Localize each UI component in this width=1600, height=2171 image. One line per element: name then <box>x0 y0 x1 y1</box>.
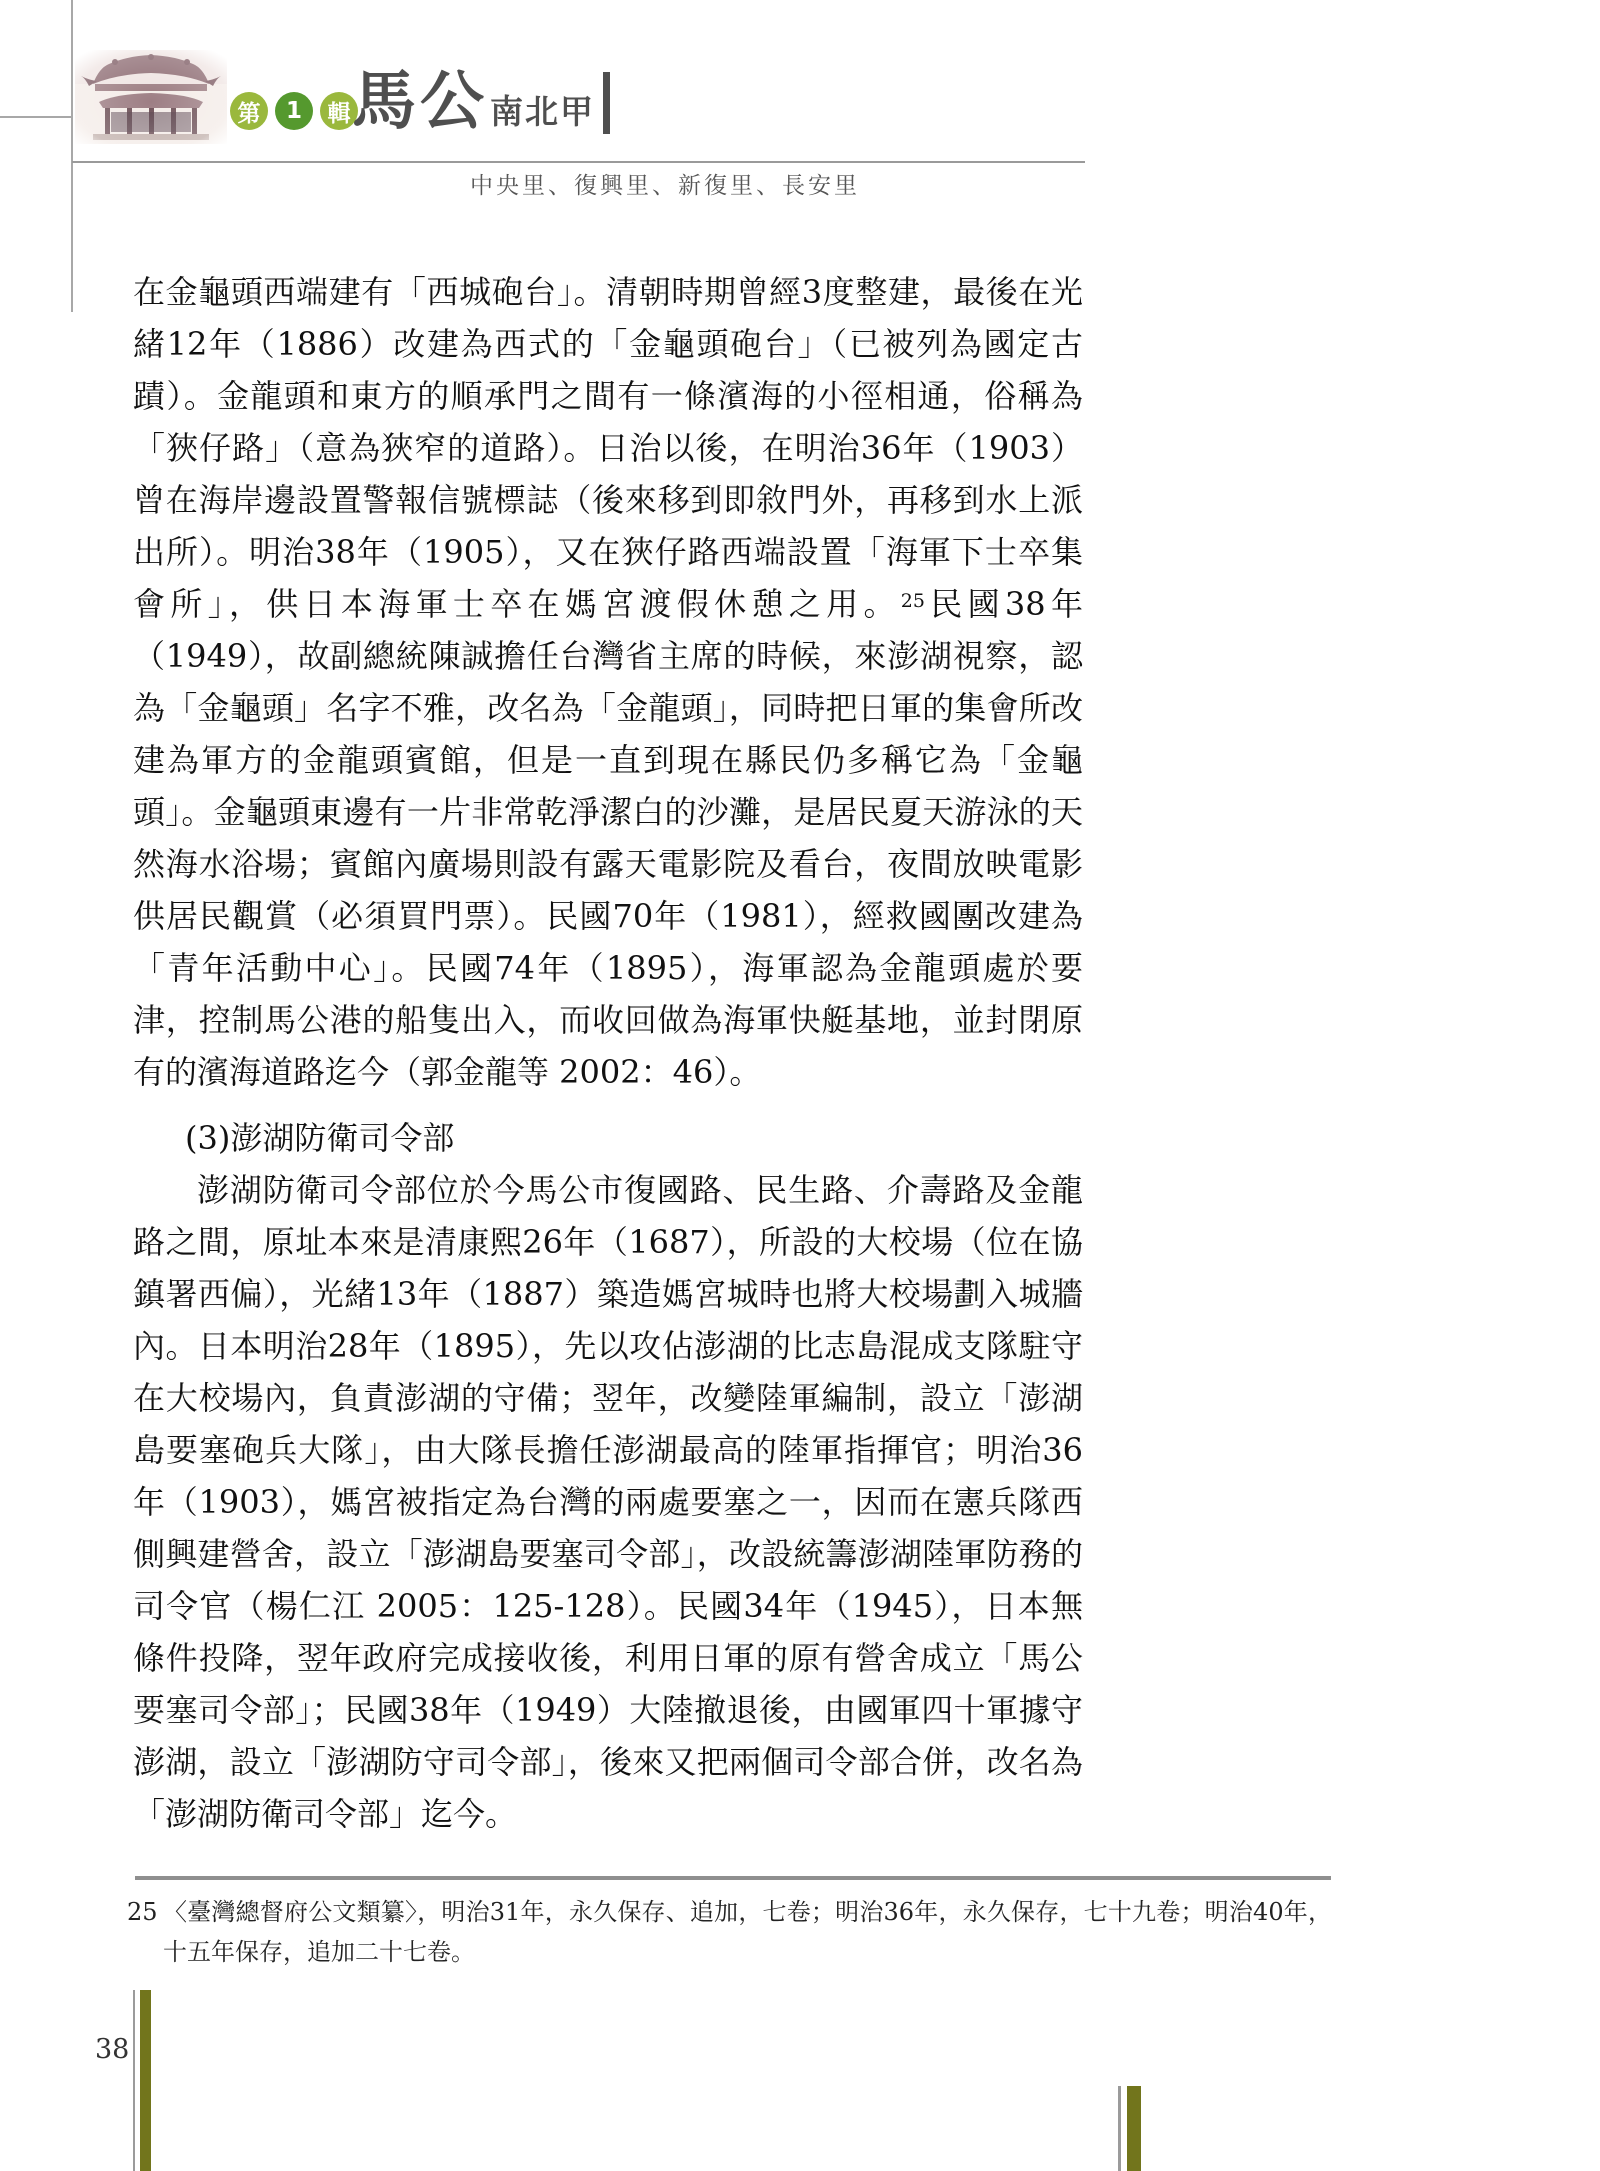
paragraph-1 <box>133 266 1083 1098</box>
chapter-title-sub: 南北甲 <box>490 92 595 131</box>
page-number: 38 <box>95 2034 130 2065</box>
paragraph-2: 澎湖防衛司令部位於今馬公市復國路、民生路、介壽路及金龍路之間，原址本來是清康熙26年（1687），所設的大校場（位在協鎮署西偏），光緒13年（1887）築造媽宮城時也將大校場劃入城牆內。日本明治28年（1895），先以攻佔澎湖的比志島混成支隊駐守在大校場內，負責澎湖的守備；翌年，改變陸軍編制，設立「澎湖島要塞砲兵大隊」，由大隊長擔任澎湖最高的陸軍指揮官；明治36年（1903），媽宮被指定為台灣的兩處要塞之一，因而在憲兵隊西側興建營舍，設立「澎湖島要塞司令部」，改設統籌澎湖陸軍防務的司令官（楊仁江 2005：125-128）。民國34年（1945），日本無條件投降，翌年政府完成接收後，利用日軍的原有營舍成立「馬公要塞司令部」；民國38年（1949）大陸撤退後，由國軍四十軍據守澎湖，設立「澎湖防守司令部」，後來又把兩個司令部合併，改名為「澎湖防衛司令部」迄今。 <box>133 1171 1083 1833</box>
bottom-right-thin-rule <box>1118 2086 1121 2171</box>
bottom-right-olive-bar <box>1127 2086 1141 2171</box>
chapter-title <box>352 64 610 139</box>
chapter-subtitle: 中央里、復興里、新復里、長安里 <box>470 173 860 199</box>
section-heading: (3)澎湖防衛司令部 <box>185 1119 455 1157</box>
footnote-divider <box>135 1876 1331 1880</box>
title-end-bar <box>603 72 610 134</box>
temple-photo <box>75 50 227 144</box>
chapter-title-main: 馬公 <box>352 64 488 139</box>
series-badge <box>230 92 358 130</box>
footnote <box>127 1892 1332 1972</box>
footnote-text: 〈臺灣總督府公文類纂〉，明治31年，永久保存、追加，七卷；明治36年，永久保存，七十九卷；明治40年，十五年保存，追加二十七卷。 <box>163 1898 1332 1966</box>
body-text-column <box>133 266 1083 1840</box>
paragraph-1-text-continued: 民國38年（1949），故副總統陳誠擔任台灣省主席的時候，來澎湖視察，認為「金龜頭」名字不雅，改名為「金龍頭」，同時把日軍的集會所改建為軍方的金龍頭賓館，但是一直到現在縣民仍多稱它為「金龜頭」。金龜頭東邊有一片非常乾淨潔白的沙灘，是居民夏天游泳的天然海水浴場；賓館內廣場則設有露天電影院及看台，夜間放映電影供居民觀賞（必須買門票）。民國70年（1981），經救國團改建為「青年活動中心」。民國74年（1895），海軍認為金龍頭處於要津，控制馬公港的船隻出入，而收回做為海軍快艇基地，並封閉原有的濱海道路迄今（郭金龍等 2002：46）。 <box>133 585 1083 1091</box>
paragraph-1-text: 在金龜頭西端建有「西城砲台」。清朝時期曾經3度整建，最後在光緒12年（1886）改建為西式的「金龜頭砲台」（已被列為國定古蹟）。金龍頭和東方的順承門之間有一條濱海的小徑相通，俗稱為「狹仔路」（意為狹窄的道路）。日治以後，在明治36年（1903）曾在海岸邊設置警報信號標誌（後來移到即敘門外，再移到水上派出所）。明治38年（1905），又在狹仔路西端設置「海軍下士卒集會所」，供日本海軍士卒在媽宮渡假休憩之用。 <box>133 273 1083 623</box>
left-margin-rule <box>71 0 73 312</box>
badge-number: 1 <box>275 92 313 130</box>
badge-suffix: 輯 <box>320 92 358 130</box>
bottom-left-olive-bar <box>140 1990 151 2171</box>
footnote-marker: 25 <box>127 1898 158 1926</box>
top-left-rule <box>0 116 71 118</box>
header-divider <box>72 161 1085 163</box>
bottom-left-thin-rule <box>133 1990 135 2171</box>
footnote-reference-25: 25 <box>900 590 925 612</box>
badge-prefix: 第 <box>230 92 268 130</box>
